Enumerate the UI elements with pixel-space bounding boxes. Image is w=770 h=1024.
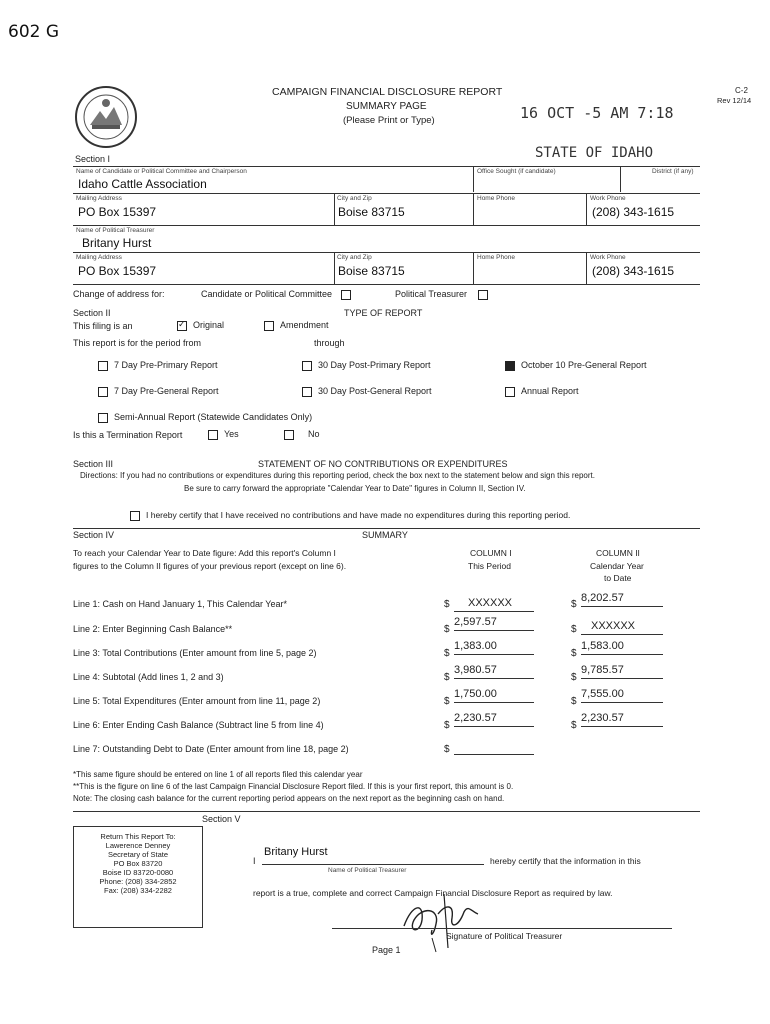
opt-30day-post-primary-checkbox[interactable] bbox=[302, 361, 312, 371]
return-line: Boise ID 83720-0080 bbox=[102, 868, 174, 877]
section-2-label: Section II bbox=[73, 308, 111, 318]
handwritten-note: 602 G bbox=[8, 22, 60, 42]
type-of-report-title: TYPE OF REPORT bbox=[344, 308, 423, 318]
column-2-subtitle-1: Calendar Year bbox=[590, 561, 644, 571]
termination-yes-checkbox[interactable] bbox=[208, 430, 218, 440]
opt-7day-pre-primary[interactable] bbox=[98, 360, 218, 371]
opt-7day-pre-general-text: 7 Day Pre-General Report bbox=[114, 386, 219, 396]
dollar-sign: $ bbox=[571, 599, 577, 610]
summary-title: SUMMARY bbox=[362, 530, 408, 540]
dollar-sign: $ bbox=[571, 648, 577, 659]
committee-name: Idaho Cattle Association bbox=[78, 177, 207, 191]
dollar-sign: $ bbox=[444, 744, 450, 755]
amendment-option[interactable] bbox=[264, 320, 329, 331]
dollar-sign: $ bbox=[444, 720, 450, 731]
work-phone-label: Work Phone bbox=[590, 195, 626, 202]
through-label: through bbox=[314, 338, 345, 348]
amendment-checkbox[interactable] bbox=[264, 321, 274, 331]
opt-30day-post-primary-text: 30 Day Post-Primary Report bbox=[318, 360, 431, 370]
print-instruction: (Please Print or Type) bbox=[343, 115, 435, 126]
footnote-3: Note: The closing cash balance for the current reporting period appears on the next report as the beginning cash on hand. bbox=[73, 794, 505, 803]
opt-7day-pre-general[interactable] bbox=[98, 386, 219, 397]
return-line: Phone: (208) 334-2852 bbox=[99, 877, 177, 886]
opt-30day-post-general-checkbox[interactable] bbox=[302, 387, 312, 397]
change-treasurer-option[interactable] bbox=[395, 289, 494, 300]
line-3-column-2[interactable]: 1,583.00 bbox=[581, 640, 663, 655]
summary-line-label: Line 7: Outstanding Debt to Date (Enter amount from line 18, page 2) bbox=[73, 744, 349, 754]
no-contributions-certify-text: I hereby certify that I have received no contributions and have made no expenditures during this reporting period. bbox=[146, 510, 571, 520]
certify-name-label: Name of Political Treasurer bbox=[328, 867, 407, 874]
work-phone: (208) 343-1615 bbox=[592, 205, 675, 219]
treasurer-work-phone: (208) 343-1615 bbox=[592, 264, 675, 278]
return-line: PO Box 83720 bbox=[113, 859, 163, 868]
report-title: CAMPAIGN FINANCIAL DISCLOSURE REPORT bbox=[272, 86, 503, 98]
termination-no-checkbox[interactable] bbox=[284, 430, 294, 440]
line-1-column-2[interactable]: 8,202.57 bbox=[581, 592, 663, 607]
footnote-2: **This is the figure on line 6 of the last Campaign Financial Disclosure Report filed. If this is your first report, this amount is 0. bbox=[73, 782, 514, 791]
certify-text-1: hereby certify that the information in this bbox=[490, 856, 641, 866]
dollar-sign: $ bbox=[571, 720, 577, 731]
opt-semi-annual-checkbox[interactable] bbox=[98, 413, 108, 423]
opt-7day-pre-primary-text: 7 Day Pre-Primary Report bbox=[114, 360, 218, 370]
original-option[interactable] bbox=[177, 320, 224, 331]
return-line: Fax: (208) 334-2282 bbox=[104, 886, 172, 895]
termination-no[interactable] bbox=[284, 429, 320, 440]
original-text: Original bbox=[193, 320, 225, 330]
column-1-title: COLUMN I bbox=[470, 548, 512, 558]
page-number: Page 1 bbox=[372, 945, 401, 955]
change-address-label: Change of address for: bbox=[73, 289, 165, 299]
dollar-sign: $ bbox=[444, 648, 450, 659]
no-contributions-title: STATEMENT OF NO CONTRIBUTIONS OR EXPENDITURES bbox=[258, 459, 508, 469]
footnote-1: *This same figure should be entered on line 1 of all reports filed this calendar year bbox=[73, 770, 363, 779]
original-checkbox[interactable] bbox=[177, 321, 187, 331]
line-3-column-1[interactable]: 1,383.00 bbox=[454, 640, 534, 655]
report-subtitle: SUMMARY PAGE bbox=[346, 101, 427, 112]
line-4-column-1[interactable]: 3,980.57 bbox=[454, 664, 534, 679]
line-4-column-2[interactable]: 9,785.57 bbox=[581, 664, 663, 679]
district-label: District (if any) bbox=[652, 168, 694, 175]
return-line: Secretary of State bbox=[107, 850, 169, 859]
line-5-column-2[interactable]: 7,555.00 bbox=[581, 688, 663, 703]
treasurer-name: Britany Hurst bbox=[82, 236, 152, 250]
line-7-column-1[interactable] bbox=[454, 740, 534, 755]
certify-i: I bbox=[253, 856, 256, 866]
mailing-label: Mailing Address bbox=[76, 195, 122, 202]
column-1-subtitle: This Period bbox=[468, 561, 511, 571]
period-label: This report is for the period from bbox=[73, 338, 202, 348]
change-candidate-text: Candidate or Political Committee bbox=[201, 289, 333, 299]
termination-yes[interactable] bbox=[208, 429, 239, 440]
opt-7day-pre-general-checkbox[interactable] bbox=[98, 387, 108, 397]
form-code: C-2 bbox=[735, 86, 748, 95]
return-title: Return This Report To: bbox=[100, 832, 176, 841]
received-stamp-office: STATE OF IDAHO bbox=[535, 145, 654, 161]
line-6-column-1[interactable]: 2,230.57 bbox=[454, 712, 534, 727]
summary-line-label: Line 2: Enter Beginning Cash Balance** bbox=[73, 624, 233, 634]
no-contributions-certify[interactable] bbox=[130, 510, 570, 521]
filing-label: This filing is an bbox=[73, 321, 133, 331]
opt-annual-text: Annual Report bbox=[521, 386, 579, 396]
line-6-column-2[interactable]: 2,230.57 bbox=[581, 712, 663, 727]
section-1-label: Section I bbox=[75, 154, 111, 164]
opt-october-10-text: October 10 Pre-General Report bbox=[521, 360, 647, 370]
termination-label: Is this a Termination Report bbox=[73, 430, 183, 440]
amendment-text: Amendment bbox=[280, 320, 329, 330]
directions-line-2: Be sure to carry forward the appropriate "Calendar Year to Date" figures in Column II, Section IV. bbox=[184, 484, 526, 493]
mailing-address: PO Box 15397 bbox=[78, 205, 157, 219]
section-4-label: Section IV bbox=[73, 530, 115, 540]
no-contributions-checkbox[interactable] bbox=[130, 511, 140, 521]
change-candidate-checkbox[interactable] bbox=[341, 290, 351, 300]
treasurer-mailing-address: PO Box 15397 bbox=[78, 264, 157, 278]
dollar-sign: $ bbox=[571, 696, 577, 707]
summary-line-label: Line 1: Cash on Hand January 1, This Calendar Year* bbox=[73, 599, 287, 609]
summary-line-label: Line 6: Enter Ending Cash Balance (Subtract line 5 from line 4) bbox=[73, 720, 324, 730]
treasurer-signature bbox=[392, 884, 512, 954]
treasurer-city-label: City and Zip bbox=[337, 254, 372, 261]
termination-no-text: No bbox=[308, 429, 320, 439]
treasurer-mailing-label: Mailing Address bbox=[76, 254, 122, 261]
city-label: City and Zip bbox=[337, 195, 372, 202]
summary-line-label: Line 4: Subtotal (Add lines 1, 2 and 3) bbox=[73, 672, 224, 682]
column-2-subtitle-2: to Date bbox=[604, 573, 632, 583]
summary-line-label: Line 3: Total Contributions (Enter amount from line 5, page 2) bbox=[73, 648, 317, 658]
city-zip: Boise 83715 bbox=[338, 205, 405, 219]
dollar-sign: $ bbox=[571, 672, 577, 683]
treasurer-city-zip: Boise 83715 bbox=[338, 264, 405, 278]
dollar-sign: $ bbox=[444, 599, 450, 610]
dollar-sign: $ bbox=[444, 696, 450, 707]
office-label: Office Sought (if candidate) bbox=[477, 168, 556, 175]
dollar-sign: $ bbox=[571, 624, 577, 635]
opt-semi-annual[interactable] bbox=[98, 412, 312, 423]
certify-treasurer-name[interactable]: Britany Hurst bbox=[264, 846, 328, 858]
opt-7day-pre-primary-checkbox[interactable] bbox=[98, 361, 108, 371]
summary-line-label: Line 5: Total Expenditures (Enter amount from line 11, page 2) bbox=[73, 696, 321, 706]
treasurer-home-phone-label: Home Phone bbox=[477, 254, 515, 261]
termination-yes-text: Yes bbox=[224, 429, 239, 439]
column-2-title: COLUMN II bbox=[596, 548, 640, 558]
directions-line-1: Directions: If you had no contributions or expenditures during this reporting period, check the box next to the statement below and sign this report. bbox=[80, 471, 595, 480]
line-2-column-1[interactable]: 2,597.57 bbox=[454, 616, 534, 631]
opt-semi-annual-text: Semi-Annual Report (Statewide Candidates Only) bbox=[114, 412, 313, 422]
section-3-label: Section III bbox=[73, 459, 114, 469]
line-1-column-1[interactable]: XXXXXX bbox=[454, 597, 534, 612]
signature-label: Signature of Political Treasurer bbox=[446, 931, 563, 941]
dollar-sign: $ bbox=[444, 624, 450, 635]
dollar-sign: $ bbox=[444, 672, 450, 683]
section-5-label: Section V bbox=[202, 814, 241, 824]
change-candidate-option[interactable] bbox=[201, 289, 357, 300]
treasurer-label: Name of Political Treasurer bbox=[76, 227, 155, 234]
opt-october-10[interactable] bbox=[505, 360, 647, 371]
name-label: Name of Candidate or Political Committee and Chairperson bbox=[76, 168, 247, 175]
opt-30day-post-general[interactable] bbox=[302, 386, 432, 397]
certify-text-2: report is a true, complete and correct Campaign Financial Disclosure Report as required by law. bbox=[253, 888, 613, 898]
change-treasurer-text: Political Treasurer bbox=[395, 289, 468, 299]
return-line: Lawerence Denney bbox=[105, 841, 171, 850]
treasurer-work-phone-label: Work Phone bbox=[590, 254, 626, 261]
opt-30day-post-general-text: 30 Day Post-General Report bbox=[318, 386, 432, 396]
home-phone-label: Home Phone bbox=[477, 195, 515, 202]
change-treasurer-checkbox[interactable] bbox=[478, 290, 488, 300]
opt-30day-post-primary[interactable] bbox=[302, 360, 431, 371]
opt-october-10-checkbox[interactable] bbox=[505, 361, 515, 371]
summary-instruction-1: To reach your Calendar Year to Date figure: Add this report's Column I bbox=[73, 548, 336, 558]
line-5-column-1[interactable]: 1,750.00 bbox=[454, 688, 534, 703]
return-address-box bbox=[73, 826, 203, 928]
form-revision: Rev 12/14 bbox=[717, 96, 752, 105]
opt-annual[interactable] bbox=[505, 386, 579, 397]
opt-annual-checkbox[interactable] bbox=[505, 387, 515, 397]
received-stamp-date: 16 OCT -5 AM 7:18 bbox=[520, 104, 674, 122]
line-2-column-2[interactable]: XXXXXX bbox=[581, 620, 663, 635]
summary-instruction-2: figures to the Column II figures of your previous report (except on line 6). bbox=[73, 561, 347, 571]
state-seal bbox=[74, 85, 138, 149]
